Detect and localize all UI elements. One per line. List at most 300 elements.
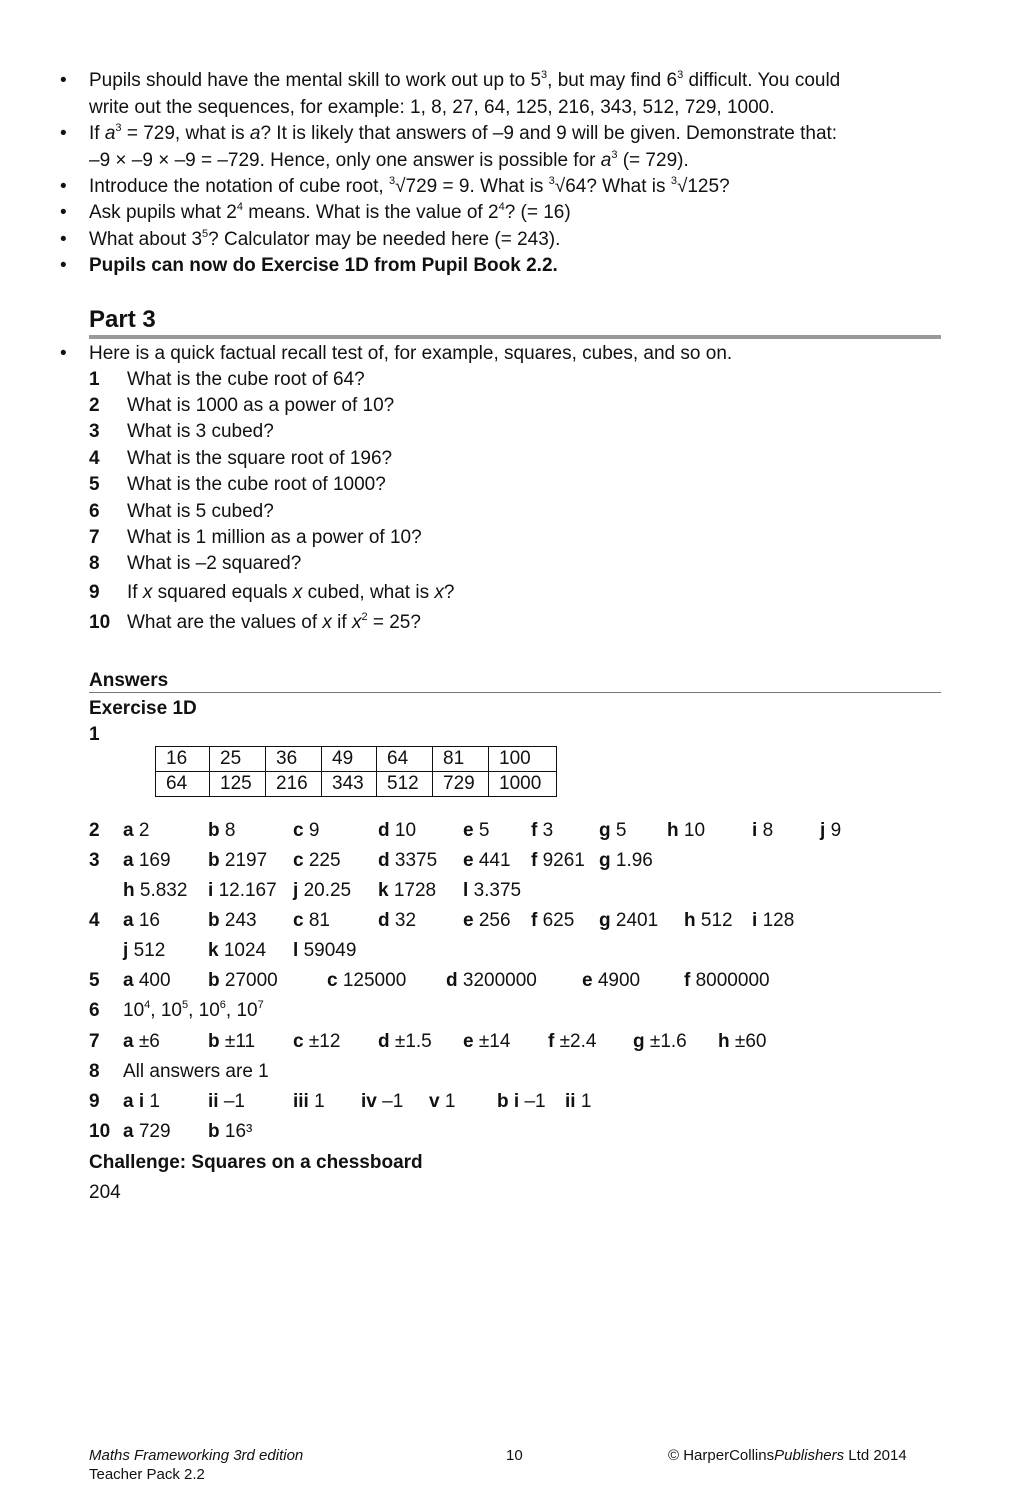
part3-intro: Here is a quick factual recall test of, for example, squares, cubes, and so on. xyxy=(89,343,733,364)
answer-value: 1 xyxy=(314,1091,325,1112)
answer-number: 1 xyxy=(89,724,100,745)
answer-value: ±1.5 xyxy=(394,1031,432,1052)
answer-value: 3200000 xyxy=(462,970,537,991)
answer-letter: b xyxy=(208,1031,220,1052)
answer-item xyxy=(208,820,235,842)
text-run: Pupils can now do Exercise 1D from Pupil Book 2.2. xyxy=(89,255,558,276)
answer-value: 8 xyxy=(224,820,236,841)
answer-item xyxy=(667,820,705,842)
copyright-publishers: Publishers xyxy=(774,1447,845,1464)
answer-item xyxy=(684,970,770,992)
answer-value: 9 xyxy=(308,820,320,841)
text-run: Ask pupils what 2 xyxy=(89,202,237,223)
question-text xyxy=(127,395,394,417)
answer-letter: f xyxy=(531,850,538,871)
text-run: If xyxy=(127,582,143,603)
answer-letter: c xyxy=(293,1031,304,1052)
bullet: • xyxy=(60,202,67,223)
answer-item xyxy=(208,880,277,902)
text-run: What is –2 squared? xyxy=(127,553,302,574)
answer-letter: d xyxy=(446,970,458,991)
question-text xyxy=(127,612,421,634)
text-run: a xyxy=(249,123,261,144)
answer-letter: a i xyxy=(123,1091,145,1112)
superscript: 2 xyxy=(361,611,368,623)
answer-letter: b xyxy=(208,910,220,931)
answer-item xyxy=(208,1091,245,1113)
answer-item xyxy=(684,910,733,932)
answer-item xyxy=(123,1121,171,1143)
answer-number: 10 xyxy=(89,1121,111,1142)
text-run: x xyxy=(322,612,332,633)
text-run: ? xyxy=(443,582,455,603)
superscript: 3 xyxy=(611,149,618,161)
text-run: (= 729). xyxy=(617,150,689,171)
answer-letter: b xyxy=(208,850,220,871)
text-run: if xyxy=(331,612,352,633)
answer-item xyxy=(565,1091,591,1113)
bullet: • xyxy=(60,255,67,276)
answer-letter: e xyxy=(463,1031,474,1052)
table-cell: 125 xyxy=(210,772,266,797)
answer-value: –1 xyxy=(382,1091,404,1112)
superscript: 4 xyxy=(498,201,505,213)
answer-value: 128 xyxy=(762,910,795,931)
answer-value: 8000000 xyxy=(695,970,770,991)
answer-letter: c xyxy=(327,970,338,991)
answer-number: 9 xyxy=(89,1091,100,1112)
answer-letter: f xyxy=(684,970,691,991)
answer-letter: b xyxy=(208,1121,220,1142)
superscript: 5 xyxy=(181,999,189,1011)
answer-value: 3.375 xyxy=(473,880,522,901)
answer-letter: l xyxy=(293,940,299,961)
answer-letter: iv xyxy=(361,1091,377,1112)
text-run: a xyxy=(104,123,116,144)
answer-item xyxy=(531,850,585,872)
bullet: • xyxy=(60,70,67,91)
answer-letter: k xyxy=(378,880,389,901)
table-cell: 16 xyxy=(156,747,210,772)
answer-item xyxy=(123,910,160,932)
answer-item xyxy=(463,820,489,842)
answer-number: 5 xyxy=(89,970,100,991)
answer-letter: g xyxy=(599,910,611,931)
answer-number: 7 xyxy=(89,1031,100,1052)
text-run: , 10 xyxy=(225,1000,258,1021)
challenge-answer: 204 xyxy=(89,1182,121,1203)
text-run: x xyxy=(351,612,362,633)
answer-letter: d xyxy=(378,850,390,871)
answer-value: ±60 xyxy=(734,1031,767,1052)
footer-copyright xyxy=(668,1447,907,1464)
answer-value: 256 xyxy=(478,910,511,931)
table-cell: 343 xyxy=(322,772,377,797)
answer-item xyxy=(718,1031,766,1053)
answer-text xyxy=(123,1000,264,1022)
answer-letter: a xyxy=(123,850,134,871)
answer-value: 9 xyxy=(830,820,842,841)
answer-letter: b xyxy=(208,820,220,841)
text-run: = 25? xyxy=(367,612,421,633)
answer-letter: g xyxy=(599,820,611,841)
answer-item xyxy=(208,1121,252,1143)
text-run: squared equals xyxy=(152,582,293,603)
answers-divider xyxy=(89,692,941,693)
footer-book-title: Maths Frameworking 3rd edition xyxy=(89,1447,304,1464)
answer-letter: l xyxy=(463,880,469,901)
copyright-prefix: © HarperCollins xyxy=(668,1447,775,1464)
answer-value: 10 xyxy=(394,820,417,841)
text-run: , 10 xyxy=(188,1000,220,1021)
answer-item xyxy=(123,820,149,842)
answer-value: 3375 xyxy=(394,850,438,871)
table-cell: 49 xyxy=(322,747,377,772)
answer-letter: a xyxy=(123,820,134,841)
answer-letter: iii xyxy=(293,1091,309,1112)
answer-item xyxy=(463,1031,510,1053)
answer-value: 225 xyxy=(308,850,341,871)
answer-number: 4 xyxy=(89,910,100,931)
answer-item xyxy=(293,850,341,872)
question-text xyxy=(127,501,274,523)
text-run: 10 xyxy=(123,1000,145,1021)
text-run: If xyxy=(89,123,105,144)
answer-item xyxy=(293,910,330,932)
text-run: √64? What is xyxy=(554,176,671,197)
table-cell: 81 xyxy=(433,747,489,772)
table-row xyxy=(156,747,557,772)
answer-value: 243 xyxy=(224,910,257,931)
answer-item xyxy=(123,850,171,872)
bullet: • xyxy=(60,176,67,197)
answer-value: 400 xyxy=(138,970,171,991)
answer-item xyxy=(378,850,437,872)
answer-item xyxy=(123,1031,160,1053)
text-run: ? It is likely that answers of –9 and 9 will be given. Demonstrate that: xyxy=(260,123,838,144)
answer-value: 5 xyxy=(478,820,490,841)
question-number: 8 xyxy=(89,553,100,574)
page-number: 10 xyxy=(506,1447,523,1464)
answer-value: 729 xyxy=(138,1121,171,1142)
answer-letter: a xyxy=(123,1031,134,1052)
answer-letter: ii xyxy=(208,1091,219,1112)
answer-item xyxy=(208,940,266,962)
answer-value: 169 xyxy=(138,850,171,871)
superscript: 4 xyxy=(236,201,243,213)
answer-item xyxy=(463,880,521,902)
answer-value: ±12 xyxy=(308,1031,341,1052)
text-run: ? Calculator may be needed here (= 243). xyxy=(208,229,561,250)
answer-letter: j xyxy=(820,820,826,841)
answer-value: ±1.6 xyxy=(649,1031,687,1052)
answer-item xyxy=(531,820,553,842)
question-number: 3 xyxy=(89,421,100,442)
answer-letter: a xyxy=(123,910,134,931)
answer-value: 2401 xyxy=(615,910,659,931)
text-run: What is 1 million as a power of 10? xyxy=(127,527,422,548)
bullet-text xyxy=(89,70,840,92)
answer-item xyxy=(820,820,841,842)
answer-value: ±2.4 xyxy=(559,1031,597,1052)
answer-value: –1 xyxy=(223,1091,245,1112)
answer-item xyxy=(633,1031,687,1053)
answer-value: 1 xyxy=(580,1091,592,1112)
text-run: What is the cube root of 64? xyxy=(127,369,365,390)
answer-item xyxy=(599,820,626,842)
question-text xyxy=(127,582,454,604)
answer-item xyxy=(752,910,794,932)
bullet-text xyxy=(89,97,775,119)
table-cell: 64 xyxy=(156,772,210,797)
exercise-heading: Exercise 1D xyxy=(89,698,197,719)
question-number: 2 xyxy=(89,395,100,416)
challenge-heading: Challenge: Squares on a chessboard xyxy=(89,1152,423,1173)
superscript: 3 xyxy=(548,175,555,187)
answer-letter: d xyxy=(378,910,390,931)
answer-item xyxy=(293,820,319,842)
answer-letter: h xyxy=(123,880,135,901)
answer-value: –1 xyxy=(524,1091,546,1112)
answer-value: 10 xyxy=(683,820,706,841)
answer-value: 125000 xyxy=(342,970,407,991)
answer-table xyxy=(155,746,557,797)
answer-value: 1 xyxy=(149,1091,160,1112)
answer-item xyxy=(599,850,653,872)
answer-text xyxy=(123,1061,269,1083)
superscript: 4 xyxy=(144,999,151,1011)
answer-letter: c xyxy=(293,850,304,871)
answer-value: 5 xyxy=(615,820,627,841)
answer-item xyxy=(208,1031,255,1053)
bullet: • xyxy=(60,343,67,364)
answer-number: 2 xyxy=(89,820,100,841)
question-number: 1 xyxy=(89,369,100,390)
answer-item xyxy=(208,910,257,932)
superscript: 7 xyxy=(257,999,264,1011)
text-run: What is 3 cubed? xyxy=(127,421,274,442)
table-cell: 512 xyxy=(377,772,433,797)
answer-item xyxy=(208,970,278,992)
answer-letter: v xyxy=(429,1091,440,1112)
answer-value: 512 xyxy=(133,940,166,961)
answer-letter: d xyxy=(378,820,390,841)
section-divider xyxy=(89,335,941,339)
answer-letter: f xyxy=(531,910,538,931)
bullet-text xyxy=(89,150,689,172)
bullet: • xyxy=(60,123,67,144)
answer-letter: e xyxy=(463,910,474,931)
answer-item xyxy=(293,1091,325,1113)
answer-item xyxy=(123,880,187,902)
answer-item xyxy=(293,940,356,962)
answer-letter: g xyxy=(633,1031,645,1052)
answer-value: 32 xyxy=(394,910,417,931)
answer-letter: i xyxy=(208,880,214,901)
section-heading-part3: Part 3 xyxy=(89,306,156,333)
table-cell: 729 xyxy=(433,772,489,797)
answer-letter: j xyxy=(293,880,299,901)
table-cell: 216 xyxy=(266,772,322,797)
answer-item xyxy=(361,1091,403,1113)
superscript: 3 xyxy=(115,122,122,134)
text-run: What is 1000 as a power of 10? xyxy=(127,395,395,416)
question-text xyxy=(127,369,365,391)
superscript: 3 xyxy=(541,69,548,81)
answer-item xyxy=(378,820,416,842)
answer-letter: a xyxy=(123,970,134,991)
answer-item xyxy=(582,970,640,992)
answer-letter: c xyxy=(293,910,304,931)
answer-number: 8 xyxy=(89,1061,100,1082)
answer-value: ±14 xyxy=(478,1031,511,1052)
answer-value: 4900 xyxy=(597,970,641,991)
answer-value: 16 xyxy=(138,910,160,931)
answer-letter: d xyxy=(378,1031,390,1052)
answer-letter: h xyxy=(684,910,696,931)
text-run: difficult. You could xyxy=(683,70,841,91)
text-run: –9 × –9 × –9 = –729. Hence, only one answer is possible for xyxy=(89,150,601,171)
text-run: What is the cube root of 1000? xyxy=(127,474,386,495)
answer-item xyxy=(293,1031,340,1053)
question-text xyxy=(127,474,386,496)
answer-item xyxy=(752,820,773,842)
table-cell: 25 xyxy=(210,747,266,772)
answer-value: 441 xyxy=(478,850,511,871)
answer-value: 1 xyxy=(444,1091,456,1112)
question-number: 5 xyxy=(89,474,100,495)
question-text xyxy=(127,421,274,443)
text-run: What about 3 xyxy=(89,229,203,250)
text-run: Introduce the notation of cube root, xyxy=(89,176,389,197)
answer-letter: f xyxy=(548,1031,555,1052)
answer-item xyxy=(446,970,537,992)
answer-letter: e xyxy=(463,850,474,871)
answer-item xyxy=(463,850,511,872)
answer-value: 9261 xyxy=(542,850,585,871)
text-run: , 10 xyxy=(150,1000,182,1021)
footer-pack: Teacher Pack 2.2 xyxy=(89,1466,205,1483)
question-number: 9 xyxy=(89,582,100,603)
bullet-text xyxy=(89,123,837,145)
text-run: x xyxy=(434,582,444,603)
superscript: 6 xyxy=(219,999,226,1011)
answer-item xyxy=(293,880,351,902)
text-run: √125? xyxy=(676,176,730,197)
answer-value: 16³ xyxy=(224,1121,253,1142)
answer-number: 3 xyxy=(89,850,100,871)
text-run: = 729, what is xyxy=(121,123,250,144)
question-number: 6 xyxy=(89,501,100,522)
answer-value: 8 xyxy=(762,820,774,841)
text-run: What is the square root of 196? xyxy=(127,448,393,469)
answer-letter: k xyxy=(208,940,219,961)
bullet-text xyxy=(89,255,558,277)
answer-letter: i xyxy=(752,910,758,931)
table-row xyxy=(156,772,557,797)
answer-letter: e xyxy=(582,970,593,991)
superscript: 3 xyxy=(388,175,396,187)
answer-letter: i xyxy=(752,820,758,841)
text-run: means. What is the value of 2 xyxy=(242,202,499,223)
answer-item xyxy=(378,1031,432,1053)
bullet-text xyxy=(89,229,560,251)
question-number: 10 xyxy=(89,612,111,633)
bullet-text xyxy=(89,202,571,224)
answer-value: ±11 xyxy=(224,1031,256,1052)
answer-value: 2197 xyxy=(224,850,268,871)
answer-value: 59049 xyxy=(303,940,357,961)
text-run: What are the values of xyxy=(127,612,323,633)
answer-letter: h xyxy=(718,1031,730,1052)
answers-heading: Answers xyxy=(89,670,169,691)
text-run: x xyxy=(292,582,303,603)
text-run: a xyxy=(600,150,612,171)
answer-value: 1728 xyxy=(393,880,437,901)
question-number: 7 xyxy=(89,527,100,548)
answer-item xyxy=(123,940,165,962)
text-run: cubed, what is xyxy=(302,582,435,603)
answer-letter: a xyxy=(123,1121,134,1142)
answer-item xyxy=(123,970,171,992)
answer-item xyxy=(429,1091,455,1113)
answer-item xyxy=(327,970,406,992)
text-run: write out the sequences, for example: 1, 8, 27, 64, 125, 216, 343, 512, 729, 1000. xyxy=(89,97,775,118)
question-text xyxy=(127,553,301,575)
text-run: Pupils should have the mental skill to work out up to 5 xyxy=(89,70,542,91)
answer-value: 12.167 xyxy=(218,880,277,901)
answer-letter: h xyxy=(667,820,679,841)
answer-value: 20.25 xyxy=(303,880,352,901)
answer-item xyxy=(497,1091,546,1113)
answer-letter: j xyxy=(123,940,129,961)
answer-value: 81 xyxy=(308,910,330,931)
answer-value: 3 xyxy=(542,820,554,841)
text-run: What is 5 cubed? xyxy=(127,501,274,522)
table-cell: 36 xyxy=(266,747,322,772)
table-cell: 100 xyxy=(489,747,557,772)
answer-value: 27000 xyxy=(224,970,278,991)
answer-value: ±6 xyxy=(138,1031,160,1052)
answer-letter: ii xyxy=(565,1091,576,1112)
answer-value: 5.832 xyxy=(139,880,188,901)
copyright-suffix: Ltd 2014 xyxy=(844,1447,907,1464)
answer-item xyxy=(548,1031,596,1053)
answer-letter: e xyxy=(463,820,474,841)
bullet-text xyxy=(89,176,730,198)
answer-item xyxy=(208,850,267,872)
bullet: • xyxy=(60,229,67,250)
answer-value: 512 xyxy=(700,910,733,931)
answer-value: 1024 xyxy=(223,940,267,961)
answer-value: 625 xyxy=(542,910,575,931)
answer-value: 2 xyxy=(138,820,150,841)
answer-item xyxy=(463,910,511,932)
answer-item xyxy=(378,910,416,932)
answer-item xyxy=(531,910,574,932)
answer-letter: g xyxy=(599,850,611,871)
text-run: √729 = 9. What is xyxy=(395,176,549,197)
text-run: All answers are 1 xyxy=(123,1061,269,1082)
table-cell: 1000 xyxy=(489,772,557,797)
question-number: 4 xyxy=(89,448,100,469)
answer-item xyxy=(378,880,436,902)
answer-letter: b i xyxy=(497,1091,520,1112)
answer-item xyxy=(123,1091,160,1113)
text-run: ? (= 16) xyxy=(504,202,571,223)
text-run: , but may find 6 xyxy=(547,70,678,91)
answer-letter: c xyxy=(293,820,304,841)
